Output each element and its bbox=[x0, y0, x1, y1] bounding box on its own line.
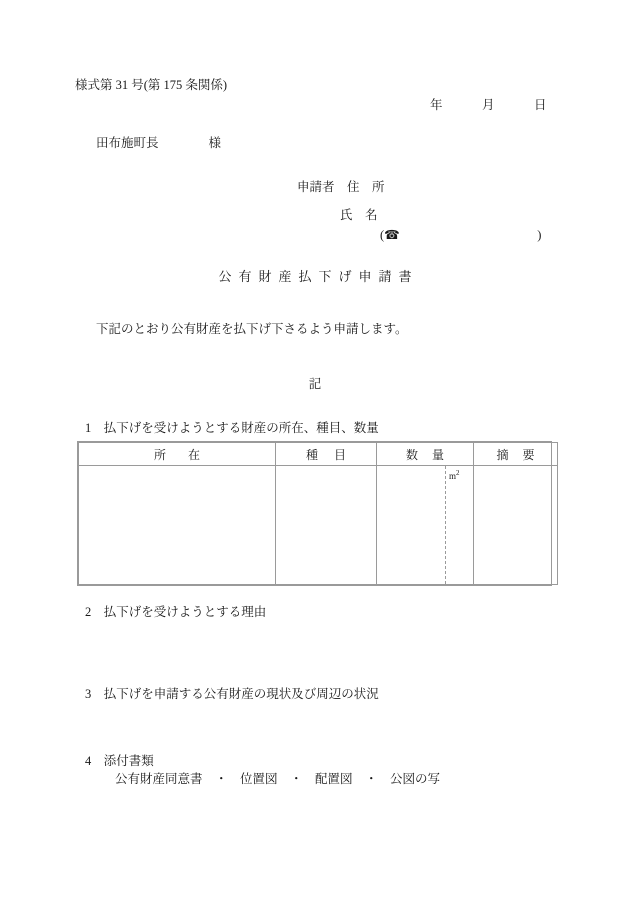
date-line: 年 月 日 bbox=[430, 98, 548, 112]
ki-marker: 記 bbox=[308, 377, 322, 391]
section-1-heading: 1 払下げを受けようとする財産の所在、種目、数量 bbox=[85, 421, 379, 435]
form-number: 様式第 31 号(第 175 条関係) bbox=[75, 78, 228, 92]
applicant-telephone-label: (☎ ) bbox=[380, 228, 542, 242]
table-header-shozai bbox=[79, 443, 276, 466]
cell-shozai[interactable] bbox=[79, 466, 276, 585]
table-header-shozai-label: 所在 bbox=[153, 447, 222, 462]
table-header-shumoku bbox=[276, 443, 377, 466]
applicant-address-label: 申請者 住 所 bbox=[297, 180, 385, 194]
unit-label bbox=[449, 469, 460, 481]
cell-suryo[interactable] bbox=[377, 466, 474, 585]
section-3-heading: 3 払下げを申請する公有財産の現状及び周辺の状況 bbox=[85, 687, 379, 701]
property-table bbox=[77, 441, 552, 586]
table-header-shumoku-label: 種目 bbox=[305, 447, 362, 462]
table-header-tekiyo-label: 摘要 bbox=[496, 447, 549, 462]
table-row bbox=[79, 466, 558, 585]
unit-value: m bbox=[449, 471, 457, 481]
table-header-suryo bbox=[377, 443, 474, 466]
table-header-suryo-label: 数量 bbox=[405, 447, 458, 462]
quantity-divider bbox=[445, 466, 446, 584]
page-title: 公有財産払下げ申請書 bbox=[218, 269, 419, 284]
applicant-name-label: 氏 名 bbox=[340, 208, 378, 222]
lead-sentence: 下記のとおり公有財産を払下げ下さるよう申請します。 bbox=[96, 322, 408, 336]
addressee-line: 田布施町長 様 bbox=[96, 136, 222, 150]
cell-shumoku[interactable] bbox=[276, 466, 377, 585]
table-header-row bbox=[79, 443, 558, 466]
section-4-attachment-items: 公有財産同意書 ・ 位置図 ・ 配置図 ・ 公図の写 bbox=[115, 772, 441, 786]
section-4-heading: 4 添付書類 bbox=[85, 754, 154, 768]
cell-tekiyo[interactable] bbox=[474, 466, 558, 585]
table-header-tekiyo bbox=[474, 443, 558, 466]
section-2-heading: 2 払下げを受けようとする理由 bbox=[85, 605, 267, 619]
unit-exponent: 2 bbox=[456, 469, 460, 477]
